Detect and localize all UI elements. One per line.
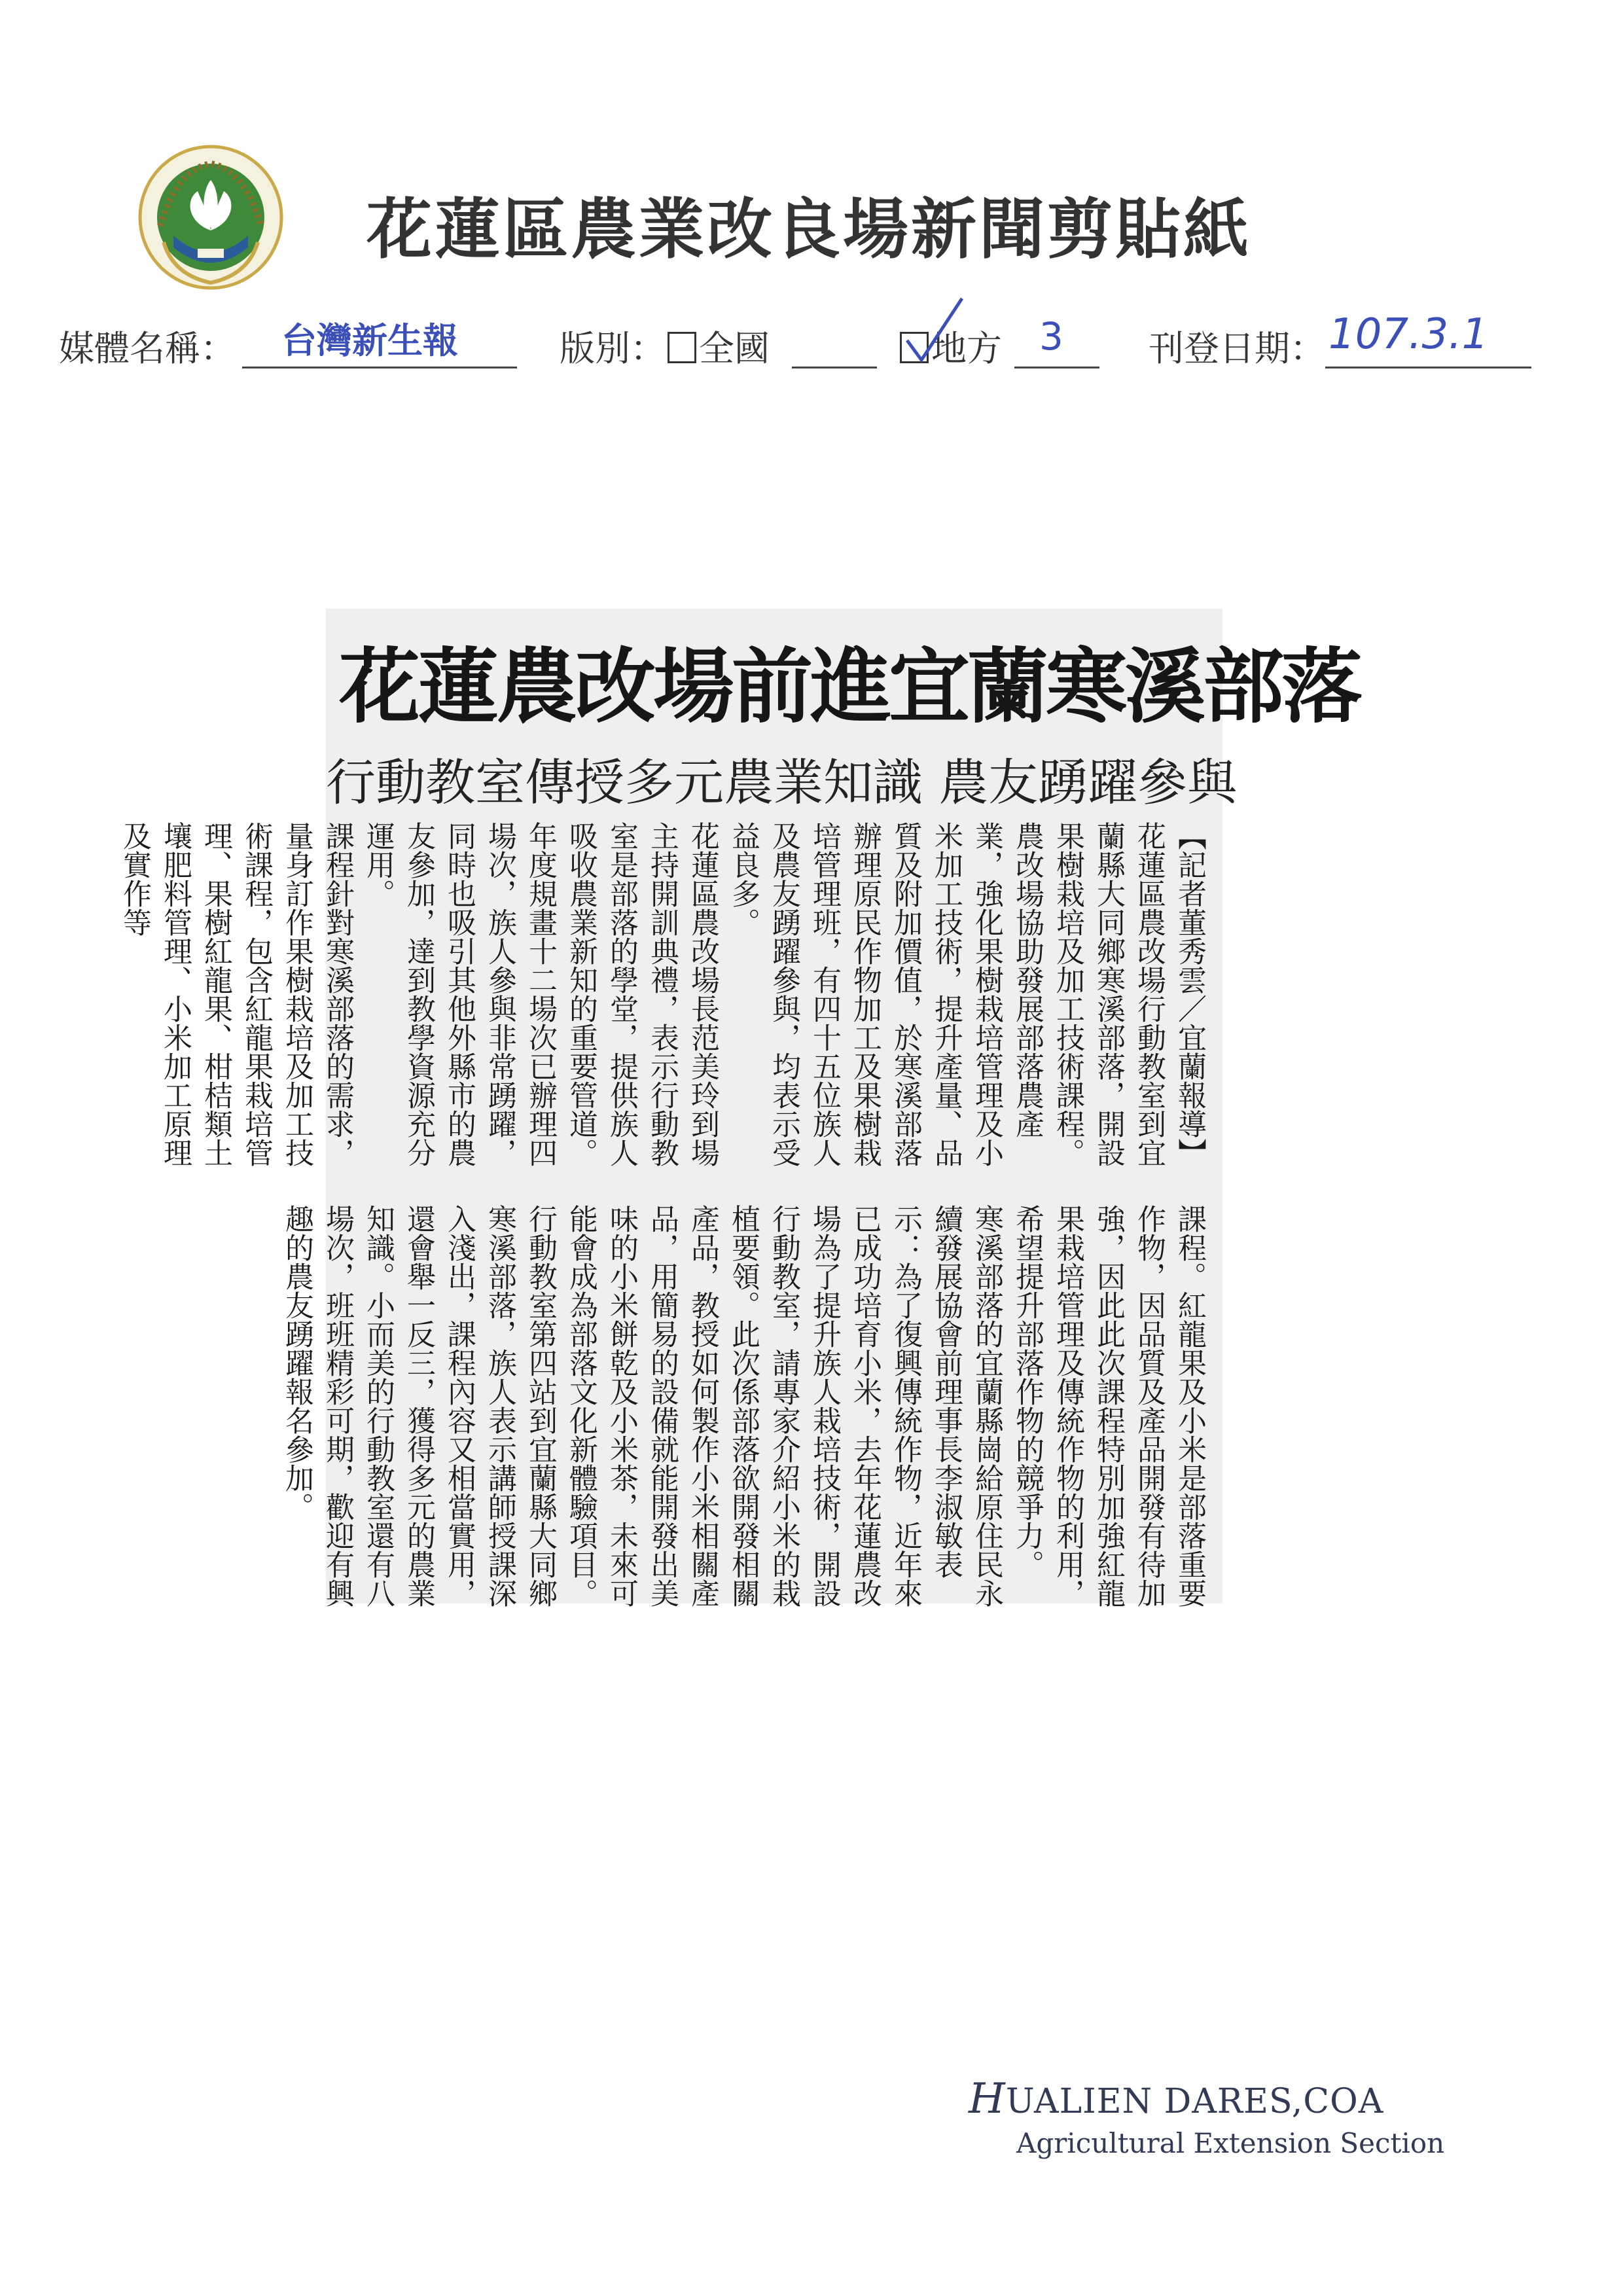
national-underline (792, 367, 877, 368)
national-checkbox (668, 332, 696, 363)
footer-brand-initial: H (969, 2075, 1006, 2123)
local-page-underline (1014, 367, 1099, 368)
article-body-upper (118, 821, 1209, 1175)
footer-brand-rest: UALIEN DARES,COA (1005, 2082, 1384, 2121)
publish-date-value: 107.3.1 (1329, 310, 1489, 359)
article-body (118, 821, 1209, 1607)
checkmark-icon (902, 295, 967, 367)
edition-label: 版別： (560, 328, 666, 369)
agency-seal-icon (137, 144, 285, 291)
local-page-value: 3 (1039, 314, 1063, 359)
article-paragraph: 寒溪部落的宜蘭縣崗給原住民永續發展協會前理事長李淑敏表示：為了復興傳統作物，近年來已成功培育小米，去年花蓮農改場為了提升族人栽培技術，開設行動教室，請專家介紹小米的栽植要領。此次係部落欲開發相關產品，教授如何製作小米相關產品，用簡易的設備就能開發出美味的小米餅乾及小米茶，未來可能會成為部落文化新體驗項目。 (564, 1204, 1003, 1607)
publish-date-label: 刊登日期： (1149, 328, 1325, 369)
footer-section: Agricultural Extension Section (1016, 2127, 1445, 2159)
clipping-form-row (59, 310, 1564, 373)
article-paragraph: 課程。紅龍果及小米是部落重要作物，因品質及產品開發有待加強，因此此次課程特別加強紅龍果栽培管理及傳統作物的利用，希望提升部落作物的競爭力。 (1010, 1204, 1206, 1607)
page-title: 花蓮區農業改良場新聞剪貼紙 (366, 191, 1251, 268)
article-paragraph: 課程針對寒溪部落的需求，量身訂作果樹栽培及加工技術課程，包含紅龍果栽培管理、果樹紅龍果、柑桔類土壤肥料管理、小米加工原理及實作等 (118, 821, 354, 1167)
newspaper-clipping (118, 609, 1361, 1607)
edition-national (668, 321, 770, 371)
national-label: 全國 (699, 328, 770, 369)
article-body-lower (280, 1204, 1209, 1610)
article-paragraph: 花蓮區農改場長范美玲到場主持開訓典禮，表示行動教室是部落的學堂，提供族人吸收農業新知的重要管道。年度規畫十二場次已辦理四場次，族人參與非常踴躍，同時也吸引其他外縣市的農友參加，達到教學資源充分運用。 (361, 821, 719, 1167)
media-name-underline (242, 367, 517, 368)
article-headline: 花蓮農改場前進宜蘭寒溪部落 (339, 640, 1361, 734)
article-paragraph: 【記者董秀雲／宜蘭報導】花蓮區農改場行動教室到宜蘭縣大同鄉寒溪部落，開設果樹栽培及加工技術課程。農改場協助發展部落農產業，強化果樹栽培管理及小米加工技術，提升產量、品質及附加價值，於寒溪部落辦理原民作物加工及果樹栽培管理班，有四十五位族人及農友踴躍參與，均表示受益良多。 (726, 821, 1206, 1167)
media-name-label: 媒體名稱： (59, 328, 236, 369)
footer-brand (969, 2075, 1383, 2123)
article-paragraph: 行動教室第四站到宜蘭縣大同鄉寒溪部落，族人表示講師授課深入淺出，課程內容又相當實用，還會舉一反三，獲得多元的農業知識。小而美的行動教室還有八場次，班班精彩可期，歡迎有興趣的農友踴躍報名參加。 (280, 1204, 557, 1607)
media-name-value: 台灣新生報 (281, 320, 458, 361)
publish-date-underline (1325, 367, 1531, 368)
article-subheadline: 行動教室傳授多元農業知識 農友踴躍參與 (326, 753, 1238, 812)
local-label: 地方 (931, 328, 1002, 369)
